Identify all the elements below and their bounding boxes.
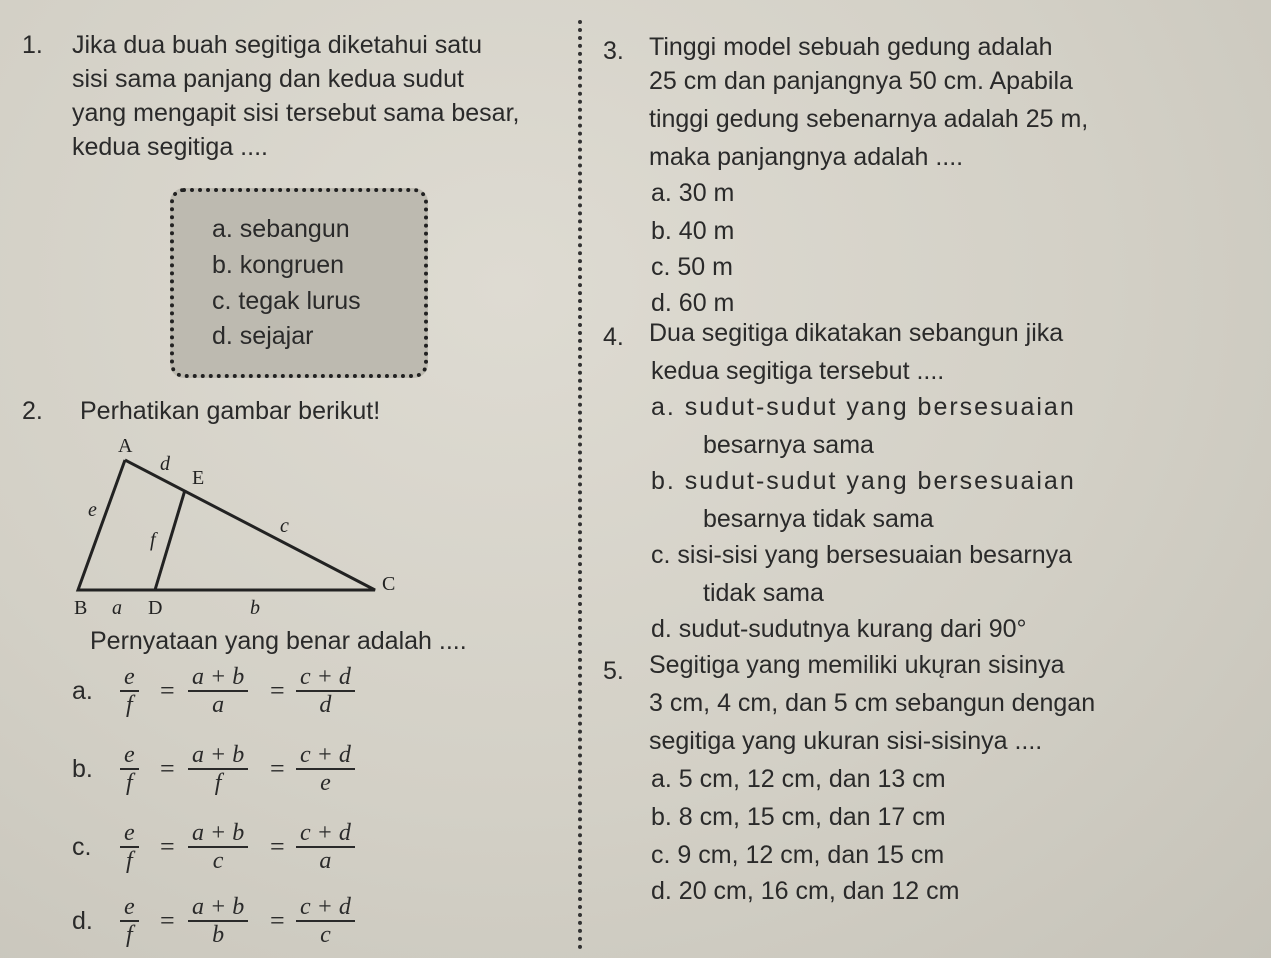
q4-line-1: Dua segitiga dikatakan sebangun jika [649,319,1064,347]
q5-number: 5. [603,657,624,685]
q2-option-d-eq-1: = [160,906,175,935]
q3-line-2: 25 cm dan panjangnya 50 cm. Apabila [649,67,1073,95]
label-D: D [148,597,163,619]
q1-line-2: sisi sama panjang dan kedua sudut [72,65,464,93]
q4-option-c-line-1: c. sisi-sisi yang bersesuaian besarnya [651,541,1073,569]
q2-option-b-frac-2: $\frac{a + b}{f}$ [188,742,248,796]
label-E: E [192,467,205,489]
q2-option-c-eq-2: = [270,832,285,861]
q2-option-b-frac-1: $\frac{e}{f}$ [120,742,139,796]
q5-option-c[interactable]: c. 9 cm, 12 cm, dan 15 cm [651,841,945,869]
q2-option-a-frac-3: $\frac{c + d}{d}$ [296,664,355,718]
q2-option-b-frac-3: $\frac{c + d}{e}$ [296,742,355,796]
q5-option-b[interactable]: b. 8 cm, 15 cm, dan 17 cm [651,803,946,831]
q2-option-d-frac-2: $\frac{a + b}{b}$ [188,894,248,948]
q2-statement: Pernyataan yang benar adalah .... [90,627,467,655]
q2-option-d-eq-2: = [270,906,285,935]
q2-option-c-frac-1: $\frac{e}{f}$ [120,820,139,874]
q5-line-1: Segitiga yang memiliki ukųran sisinya [649,651,1065,679]
q2-option-c-frac-2: $\frac{a + b}{c}$ [188,820,248,874]
q1-line-1: Jika dua buah segitiga diketahui satu [72,31,483,59]
q1-option-c[interactable]: c. tegak lurus [212,287,361,315]
label-e: e [88,499,97,521]
q2-option-a-label: a. [72,677,93,705]
q3-option-c[interactable]: c. 50 m [651,253,733,281]
q2-option-d-frac-3: $\frac{c + d}{c}$ [296,894,355,948]
q4-line-2: kedua segitiga tersebut .... [651,357,945,385]
q2-option-c-frac-3: $\frac{c + d}{a}$ [296,820,355,874]
q3-line-4: maka panjangnya adalah .... [649,143,964,171]
label-d: d [160,453,170,475]
q4-option-a-line-1: a. sudut-sudut yang bersesuaian [651,393,1076,421]
q4-option-b-line-2: besarnya tidak sama [703,505,934,533]
q2-number: 2. [22,397,43,425]
label-A: A [118,435,133,457]
q3-option-a[interactable]: a. 30 m [651,179,735,207]
q2-option-b-eq-1: = [160,754,175,783]
right-column [595,0,1271,958]
left-column [0,0,580,958]
label-a: a [112,597,122,619]
q1-number: 1. [22,31,43,59]
label-C: C [382,573,396,595]
q2-option-a-eq-2: = [270,676,285,705]
q3-number: 3. [603,37,624,65]
q3-option-d[interactable]: d. 60 m [651,289,735,317]
q1-line-4: kedua segitiga .... [72,133,268,161]
q1-line-3: yang mengapit sisi tersebut sama besar, [72,99,520,127]
q2-option-a-frac-1: $\frac{e}{f}$ [120,664,139,718]
q2-option-b-label: b. [72,755,93,783]
q5-option-a[interactable]: a. 5 cm, 12 cm, dan 13 cm [651,765,946,793]
q2-option-c-eq-1: = [160,832,175,861]
q1-option-b[interactable]: b. kongruen [212,251,345,279]
q2-triangle-figure [60,428,420,623]
q2-option-b-eq-2: = [270,754,285,783]
label-B: B [74,597,88,619]
q4-option-b-line-1: b. sudut-sudut yang bersesuaian [651,467,1076,495]
q2-option-a-frac-2: $\frac{a + b}{a}$ [188,664,248,718]
q2-option-a-eq-1: = [160,676,175,705]
label-f: f [150,529,156,551]
q2-option-d-frac-1: $\frac{e}{f}$ [120,894,139,948]
q4-number: 4. [603,323,624,351]
label-c: c [280,515,289,537]
q2-prompt: Perhatikan gambar berikut! [80,397,381,425]
q2-option-c-label: c. [72,833,92,861]
q3-line-1: Tinggi model sebuah gedung adalah [649,33,1053,61]
q2-option-d-label: d. [72,907,93,935]
q4-option-c-line-2: tidak sama [703,579,824,607]
q3-line-3: tinggi gedung sebenarnya adalah 25 m, [649,105,1089,133]
q5-option-d[interactable]: d. 20 cm, 16 cm, dan 12 cm [651,877,960,905]
q1-option-a[interactable]: a. sebangun [212,215,350,243]
q4-option-a-line-2: besarnya sama [703,431,874,459]
label-b: b [250,597,260,619]
q5-line-3: segitiga yang ukuran sisi-sisinya .... [649,727,1043,755]
q5-line-2: 3 cm, 4 cm, dan 5 cm sebangun dengan [649,689,1096,717]
q4-option-d[interactable]: d. sudut-sudutnya kurang dari 90° [651,615,1027,643]
q3-option-b[interactable]: b. 40 m [651,217,735,245]
q1-option-d[interactable]: d. sejajar [212,322,314,350]
